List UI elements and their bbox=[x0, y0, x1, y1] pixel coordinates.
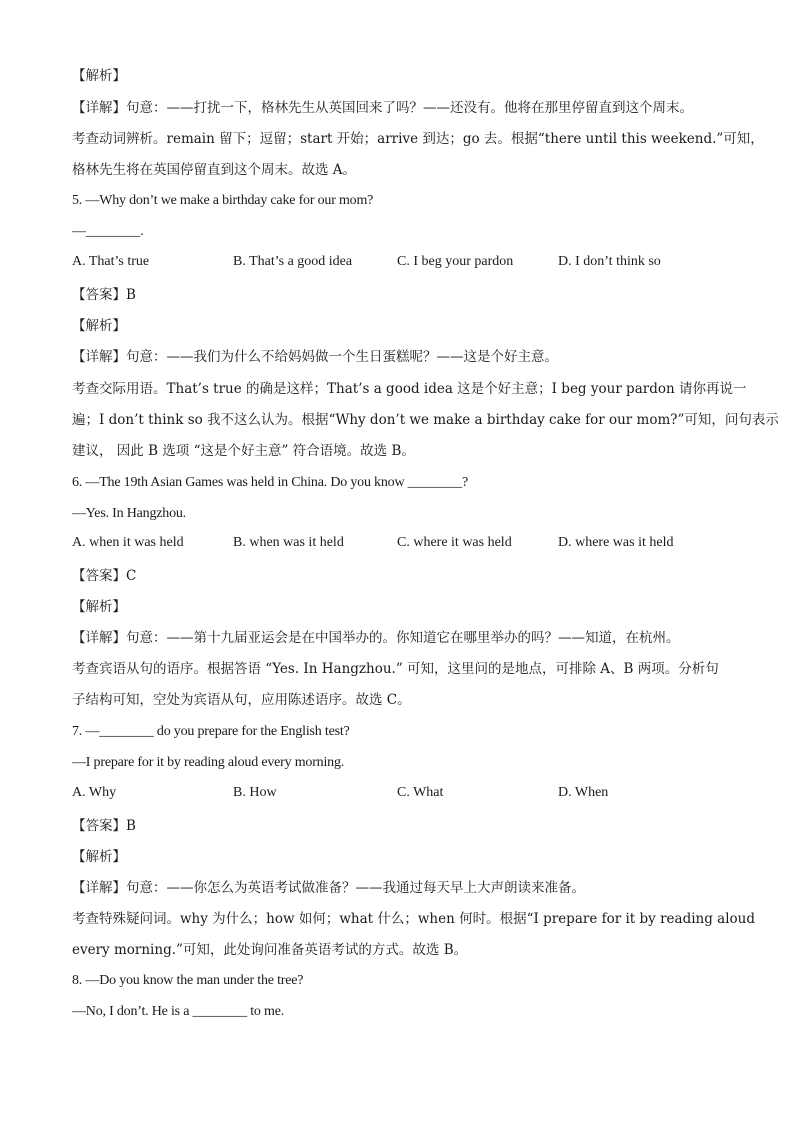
q7-answer: 【答案】B bbox=[72, 818, 136, 834]
q6-answer: 【答案】C bbox=[72, 568, 137, 584]
q4-detail-line-1: 【详解】句意：——打扰一下，格林先生从英国回来了吗？——还没有。他将在那里停留直到这个周末。 bbox=[72, 100, 693, 116]
q5-detail-line-1: 【详解】句意：——我们为什么不给妈妈做一个生日蛋糕呢？——这是个好主意。 bbox=[72, 349, 558, 365]
q7-reply: —I prepare for it by reading aloud every morning. bbox=[72, 755, 345, 770]
q6-detail-line-3: 子结构可知，空处为宾语从句，应用陈述语序。故选 C。 bbox=[72, 692, 411, 708]
q8-reply: —No, I don’t. He is a ________ to me. bbox=[72, 1004, 285, 1019]
q5-option-a: A. That’s true bbox=[72, 254, 150, 269]
q6-option-d: D. where was it held bbox=[558, 535, 674, 550]
q5-option-c: C. I beg your pardon bbox=[397, 254, 514, 269]
q6-stem: 6. —The 19th Asian Games was held in China. Do you know ________? bbox=[72, 475, 469, 490]
q6-option-c: C. where it was held bbox=[397, 535, 512, 550]
q7-option-a: A. Why bbox=[72, 785, 117, 800]
q7-analysis-label: 【解析】 bbox=[72, 849, 126, 865]
q6-reply: —Yes. In Hangzhou. bbox=[72, 506, 186, 521]
q6-detail-line-1: 【详解】句意：——第十九届亚运会是在中国举办的。你知道它在哪里举办的吗？——知道，在杭州。 bbox=[72, 630, 680, 646]
q4-detail-line-2: 考查动词辨析。remain 留下；逗留；start 开始；arrive 到达；go 去。根据“there until this weekend.”可知， bbox=[72, 131, 764, 147]
q4-detail-line-3: 格林先生将在英国停留直到这个周末。故选 A。 bbox=[72, 162, 357, 178]
q7-detail-line-1: 【详解】句意：——你怎么为英语考试做准备？——我通过每天早上大声朗读来准备。 bbox=[72, 880, 585, 896]
q7-detail-line-2: 考查特殊疑问词。why 为什么；how 如何；what 什么；when 何时。根据“I prepare for it by reading aloud bbox=[72, 911, 755, 927]
q6-analysis-label: 【解析】 bbox=[72, 599, 126, 615]
q6-detail-line-2: 考查宾语从句的语序。根据答语 “Yes. In Hangzhou.” 可知，这里问的是地点，可排除 A、B 两项。分析句 bbox=[72, 661, 719, 677]
q5-answer: 【答案】B bbox=[72, 287, 136, 303]
q8-stem: 8. —Do you know the man under the tree? bbox=[72, 973, 304, 988]
q5-detail-line-4: 建议， 因此 B 选项 “这是个好主意” 符合语境。故选 B。 bbox=[72, 443, 415, 459]
q7-stem: 7. —________ do you prepare for the English test? bbox=[72, 724, 350, 739]
q6-option-a: A. when it was held bbox=[72, 535, 184, 550]
q5-reply: —________. bbox=[72, 224, 144, 239]
q5-option-b: B. That’s a good idea bbox=[233, 254, 353, 269]
q4-analysis-label: 【解析】 bbox=[72, 68, 126, 84]
q7-option-d: D. When bbox=[558, 785, 609, 800]
q7-option-c: C. What bbox=[397, 785, 444, 800]
q5-stem: 5. —Why don’t we make a birthday cake for our mom? bbox=[72, 193, 374, 208]
q5-option-d: D. I don’t think so bbox=[558, 254, 661, 269]
q6-option-b: B. when was it held bbox=[233, 535, 344, 550]
q5-detail-line-2: 考查交际用语。That’s true 的确是这样；That’s a good idea 这是个好主意；I beg your pardon 请你再说一 bbox=[72, 381, 747, 397]
q7-option-b: B. How bbox=[233, 785, 277, 800]
q7-detail-line-3: every morning.”可知，此处询问准备英语考试的方式。故选 B。 bbox=[72, 942, 468, 958]
q5-detail-line-3: 遍；I don’t think so 我不这么认为。根据“Why don’t we make a birthday cake for our mom?”可知，问句表示 bbox=[72, 412, 779, 428]
q5-analysis-label: 【解析】 bbox=[72, 318, 126, 334]
